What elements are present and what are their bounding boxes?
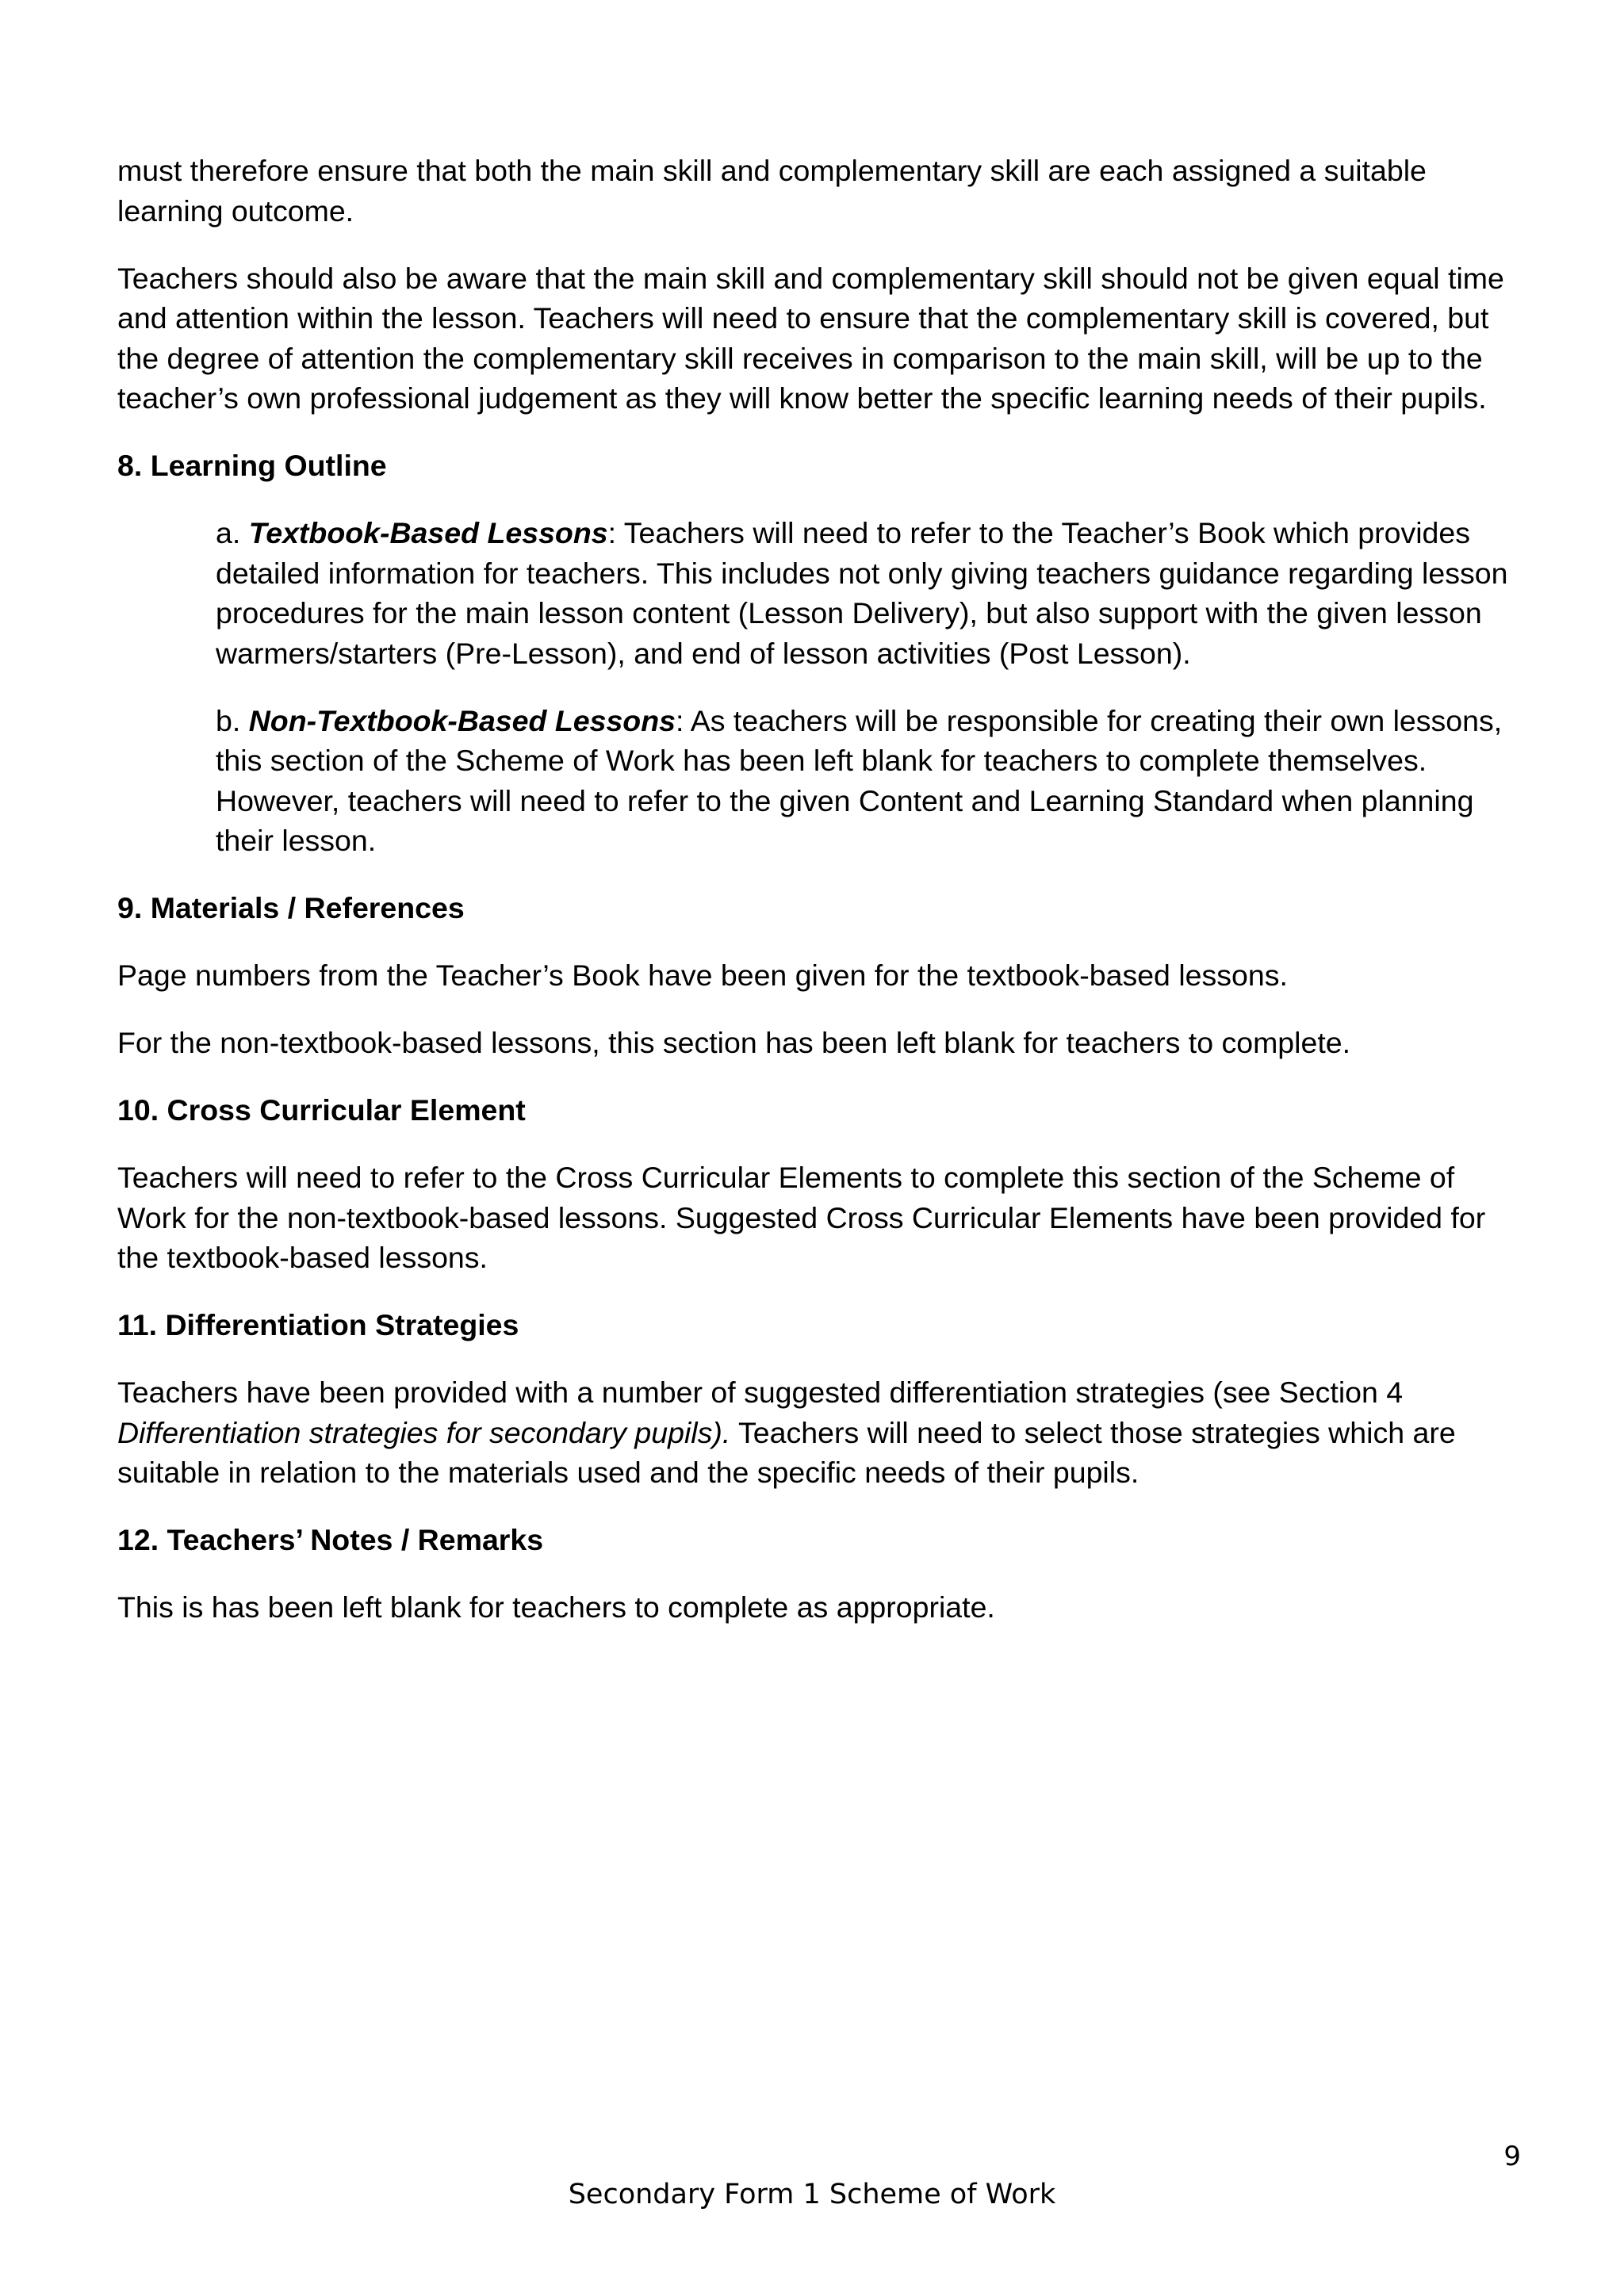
section-11-paragraph-1 (117, 1372, 1529, 1493)
section-10-paragraph-1: Teachers will need to refer to the Cross Curricular Elements to complete this section of the Scheme of Work for the non-textbook-based lessons. Suggested Cross Curricular Elements have been provided for the textbook-based lessons. (117, 1161, 1486, 1274)
item-b-term: Non-Textbook-Based Lessons (248, 703, 676, 737)
item-a-text: : Teachers will need to refer to the Teacher’s Book which provides detailed information for teachers. This includes not only giving teachers guidance regarding lesson procedures for the main lesson content (Lesson Delivery), but also support with the given lesson warmers/starters (Pre-Lesson), and end of lesson activities (Post Lesson). (216, 516, 1508, 670)
section-9-paragraph-2: For the non-textbook-based lessons, this section has been left blank for teachers to complete. (117, 1026, 1351, 1059)
footer-title: Secondary Form 1 Scheme of Work (568, 2179, 1056, 2210)
item-a-term: Textbook-Based Lessons (248, 516, 608, 549)
section-9-paragraph-1: Page numbers from the Teacher’s Book have been given for the textbook-based lessons. (117, 959, 1288, 992)
section-8-item-a (216, 513, 1529, 673)
item-b-prefix: b. (216, 703, 249, 737)
intro-paragraph-1: must therefore ensure that both the main skill and complementary skill are each assigned a suitable learning outcome. (117, 154, 1427, 228)
document-body (117, 151, 1529, 1655)
section-12-paragraph-1: This is has been left blank for teachers to complete as appropriate. (117, 1590, 995, 1624)
page-number: 9 (1503, 2141, 1521, 2172)
section-10-heading: 10. Cross Curricular Element (117, 1093, 526, 1127)
section-8-item-b (216, 701, 1529, 861)
item-b-text: : As teachers will be responsible for creating their own lessons, this section of the Scheme of Work has been left blank for teachers to complete themselves. However, teachers will need to refer to the given Content and Learning Standard when planning their lesson. (216, 703, 1503, 857)
item-a-prefix: a. (216, 516, 249, 549)
section-11-text-end: Teachers will need to select those strategies which are suitable in relation to the materials used and the specific needs of their pupils. (117, 1415, 1456, 1489)
section-11-text-start: Teachers have been provided with a number of suggested differentiation strategies (see Section 4 (117, 1376, 1404, 1409)
section-11-italic-ref: Differentiation strategies for secondary pupils). (117, 1415, 731, 1449)
section-12-heading: 12. Teachers’ Notes / Remarks (117, 1523, 544, 1556)
section-8-heading: 8. Learning Outline (117, 449, 387, 482)
intro-paragraph-2: Teachers should also be aware that the main skill and complementary skill should not be given equal time and attention within the lesson. Teachers will need to ensure that the complementary skill is covered, but the degree of attention the complementary skill receives in comparison to the main skill, will be up to the teacher’s own professional judgement as they will know better the specific learning needs of their pupils. (117, 261, 1504, 415)
section-11-heading: 11. Differentiation Strategies (117, 1308, 519, 1341)
section-9-heading: 9. Materials / References (117, 891, 465, 924)
